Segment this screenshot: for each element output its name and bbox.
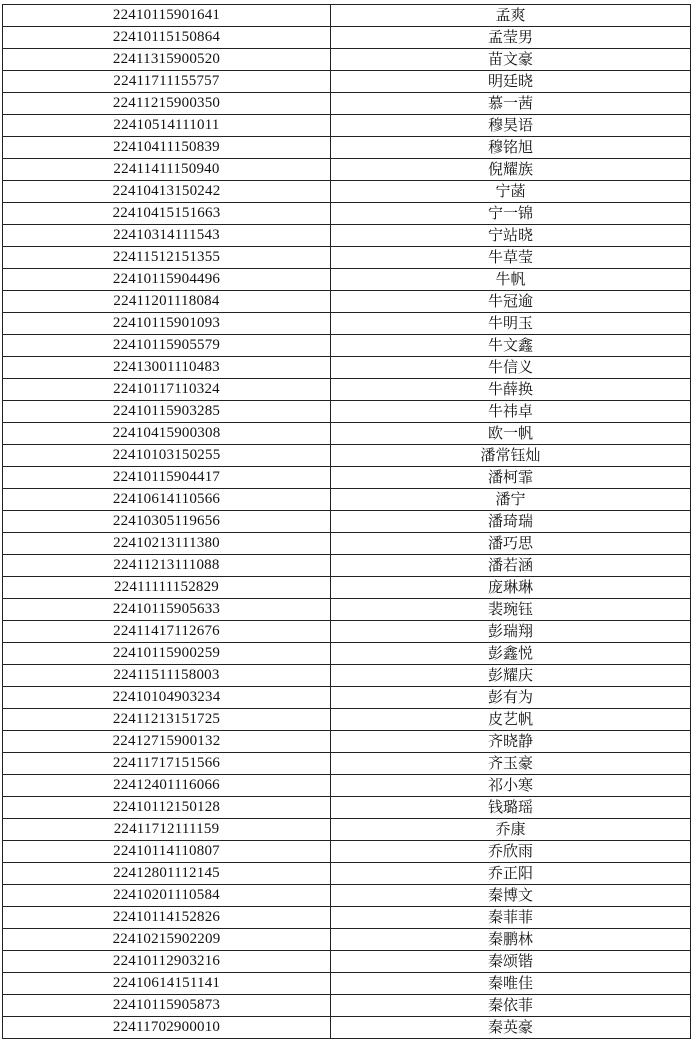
student-name-cell: 秦依菲 bbox=[331, 995, 691, 1017]
roster-table bbox=[2, 4, 691, 1039]
student-id-cell: 22410413150242 bbox=[3, 181, 331, 203]
student-name-cell: 牛帆 bbox=[331, 269, 691, 291]
table-row bbox=[3, 599, 691, 621]
student-name-cell: 潘巧思 bbox=[331, 533, 691, 555]
student-name-cell: 乔康 bbox=[331, 819, 691, 841]
roster-table-body bbox=[3, 5, 691, 1039]
table-row bbox=[3, 995, 691, 1017]
student-id-cell: 22410115905633 bbox=[3, 599, 331, 621]
student-name-cell: 彭鑫悦 bbox=[331, 643, 691, 665]
student-id-cell: 22410201110584 bbox=[3, 885, 331, 907]
table-row bbox=[3, 797, 691, 819]
student-id-cell: 22410614151141 bbox=[3, 973, 331, 995]
student-name-cell: 秦颂锴 bbox=[331, 951, 691, 973]
student-id-cell: 22410112903216 bbox=[3, 951, 331, 973]
student-name-cell: 齐玉豪 bbox=[331, 753, 691, 775]
student-name-cell: 潘琦瑞 bbox=[331, 511, 691, 533]
student-name-cell: 欧一帆 bbox=[331, 423, 691, 445]
student-id-cell: 22410115903285 bbox=[3, 401, 331, 423]
student-id-cell: 22410115905579 bbox=[3, 335, 331, 357]
student-name-cell: 彭耀庆 bbox=[331, 665, 691, 687]
table-row bbox=[3, 533, 691, 555]
student-name-cell: 皮艺帆 bbox=[331, 709, 691, 731]
table-row bbox=[3, 423, 691, 445]
table-row bbox=[3, 159, 691, 181]
student-name-cell: 秦鹏林 bbox=[331, 929, 691, 951]
student-name-cell: 牛冠逾 bbox=[331, 291, 691, 313]
student-id-cell: 22412801112145 bbox=[3, 863, 331, 885]
student-name-cell: 秦英豪 bbox=[331, 1017, 691, 1039]
student-id-cell: 22411315900520 bbox=[3, 49, 331, 71]
table-row bbox=[3, 49, 691, 71]
student-id-cell: 22410104903234 bbox=[3, 687, 331, 709]
student-id-cell: 22412401116066 bbox=[3, 775, 331, 797]
student-name-cell: 慕一茜 bbox=[331, 93, 691, 115]
student-name-cell: 裴琬钰 bbox=[331, 599, 691, 621]
table-row bbox=[3, 687, 691, 709]
student-name-cell: 牛祎卓 bbox=[331, 401, 691, 423]
student-id-cell: 22410213111380 bbox=[3, 533, 331, 555]
student-id-cell: 22410115904417 bbox=[3, 467, 331, 489]
student-id-cell: 22410415900308 bbox=[3, 423, 331, 445]
table-row bbox=[3, 269, 691, 291]
student-id-cell: 22410514111011 bbox=[3, 115, 331, 137]
student-id-cell: 22410305119656 bbox=[3, 511, 331, 533]
table-row bbox=[3, 71, 691, 93]
student-name-cell: 宁站晓 bbox=[331, 225, 691, 247]
table-row bbox=[3, 621, 691, 643]
student-name-cell: 穆铭旭 bbox=[331, 137, 691, 159]
student-name-cell: 牛信义 bbox=[331, 357, 691, 379]
student-name-cell: 潘若涵 bbox=[331, 555, 691, 577]
student-id-cell: 22411213111088 bbox=[3, 555, 331, 577]
student-name-cell: 钱璐瑶 bbox=[331, 797, 691, 819]
table-row bbox=[3, 27, 691, 49]
student-id-cell: 22411215900350 bbox=[3, 93, 331, 115]
table-row bbox=[3, 93, 691, 115]
table-row bbox=[3, 665, 691, 687]
table-row bbox=[3, 291, 691, 313]
student-id-cell: 22411411150940 bbox=[3, 159, 331, 181]
student-id-cell: 22410614110566 bbox=[3, 489, 331, 511]
student-id-cell: 22413001110483 bbox=[3, 357, 331, 379]
table-row bbox=[3, 467, 691, 489]
student-id-cell: 22411511158003 bbox=[3, 665, 331, 687]
student-name-cell: 宁一锦 bbox=[331, 203, 691, 225]
student-id-cell: 22410114152826 bbox=[3, 907, 331, 929]
table-row bbox=[3, 643, 691, 665]
table-row bbox=[3, 951, 691, 973]
table-row bbox=[3, 489, 691, 511]
student-id-cell: 22410115900259 bbox=[3, 643, 331, 665]
student-name-cell: 孟爽 bbox=[331, 5, 691, 27]
table-row bbox=[3, 1017, 691, 1039]
student-id-cell: 22410103150255 bbox=[3, 445, 331, 467]
table-row bbox=[3, 907, 691, 929]
student-name-cell: 苗文豪 bbox=[331, 49, 691, 71]
table-row bbox=[3, 181, 691, 203]
table-row bbox=[3, 577, 691, 599]
table-row bbox=[3, 709, 691, 731]
student-name-cell: 潘宁 bbox=[331, 489, 691, 511]
student-name-cell: 牛明玉 bbox=[331, 313, 691, 335]
student-name-cell: 牛草莹 bbox=[331, 247, 691, 269]
student-id-cell: 22410115901641 bbox=[3, 5, 331, 27]
table-row bbox=[3, 335, 691, 357]
student-name-cell: 乔正阳 bbox=[331, 863, 691, 885]
student-name-cell: 秦唯佳 bbox=[331, 973, 691, 995]
student-name-cell: 穆昊语 bbox=[331, 115, 691, 137]
student-name-cell: 潘柯霏 bbox=[331, 467, 691, 489]
student-id-cell: 22410115904496 bbox=[3, 269, 331, 291]
student-name-cell: 孟莹男 bbox=[331, 27, 691, 49]
student-name-cell: 彭瑞翔 bbox=[331, 621, 691, 643]
table-row bbox=[3, 929, 691, 951]
student-id-cell: 22411711155757 bbox=[3, 71, 331, 93]
student-id-cell: 22410117110324 bbox=[3, 379, 331, 401]
student-id-cell: 22411712111159 bbox=[3, 819, 331, 841]
student-id-cell: 22411417112676 bbox=[3, 621, 331, 643]
student-id-cell: 22410314111543 bbox=[3, 225, 331, 247]
table-row bbox=[3, 137, 691, 159]
table-row bbox=[3, 819, 691, 841]
student-name-cell: 彭有为 bbox=[331, 687, 691, 709]
table-row bbox=[3, 5, 691, 27]
table-row bbox=[3, 313, 691, 335]
table-row bbox=[3, 973, 691, 995]
student-id-cell: 22411717151566 bbox=[3, 753, 331, 775]
table-row bbox=[3, 115, 691, 137]
table-row bbox=[3, 445, 691, 467]
student-id-cell: 22410115150864 bbox=[3, 27, 331, 49]
student-name-cell: 潘常钰灿 bbox=[331, 445, 691, 467]
student-name-cell: 倪耀族 bbox=[331, 159, 691, 181]
table-row bbox=[3, 731, 691, 753]
student-id-cell: 22410115905873 bbox=[3, 995, 331, 1017]
student-id-cell: 22411213151725 bbox=[3, 709, 331, 731]
table-row bbox=[3, 885, 691, 907]
student-name-cell: 牛薛换 bbox=[331, 379, 691, 401]
table-row bbox=[3, 247, 691, 269]
student-id-cell: 22410115901093 bbox=[3, 313, 331, 335]
student-id-cell: 22411201118084 bbox=[3, 291, 331, 313]
table-row bbox=[3, 203, 691, 225]
table-row bbox=[3, 775, 691, 797]
student-name-cell: 宁菡 bbox=[331, 181, 691, 203]
student-id-cell: 22411512151355 bbox=[3, 247, 331, 269]
student-name-cell: 秦博文 bbox=[331, 885, 691, 907]
student-name-cell: 庞琳琳 bbox=[331, 577, 691, 599]
table-row bbox=[3, 841, 691, 863]
table-row bbox=[3, 225, 691, 247]
student-name-cell: 祁小寒 bbox=[331, 775, 691, 797]
table-row bbox=[3, 357, 691, 379]
student-id-cell: 22412715900132 bbox=[3, 731, 331, 753]
table-row bbox=[3, 863, 691, 885]
table-row bbox=[3, 753, 691, 775]
student-name-cell: 明廷晓 bbox=[331, 71, 691, 93]
student-id-cell: 22410112150128 bbox=[3, 797, 331, 819]
table-row bbox=[3, 379, 691, 401]
student-name-cell: 牛文鑫 bbox=[331, 335, 691, 357]
student-name-cell: 秦菲菲 bbox=[331, 907, 691, 929]
student-id-cell: 22410415151663 bbox=[3, 203, 331, 225]
student-name-cell: 齐晓静 bbox=[331, 731, 691, 753]
student-name-cell: 乔欣雨 bbox=[331, 841, 691, 863]
table-row bbox=[3, 555, 691, 577]
student-id-cell: 22411111152829 bbox=[3, 577, 331, 599]
student-id-cell: 22410411150839 bbox=[3, 137, 331, 159]
table-row bbox=[3, 511, 691, 533]
student-id-cell: 22410114110807 bbox=[3, 841, 331, 863]
student-id-cell: 22411702900010 bbox=[3, 1017, 331, 1039]
table-row bbox=[3, 401, 691, 423]
student-id-cell: 22410215902209 bbox=[3, 929, 331, 951]
